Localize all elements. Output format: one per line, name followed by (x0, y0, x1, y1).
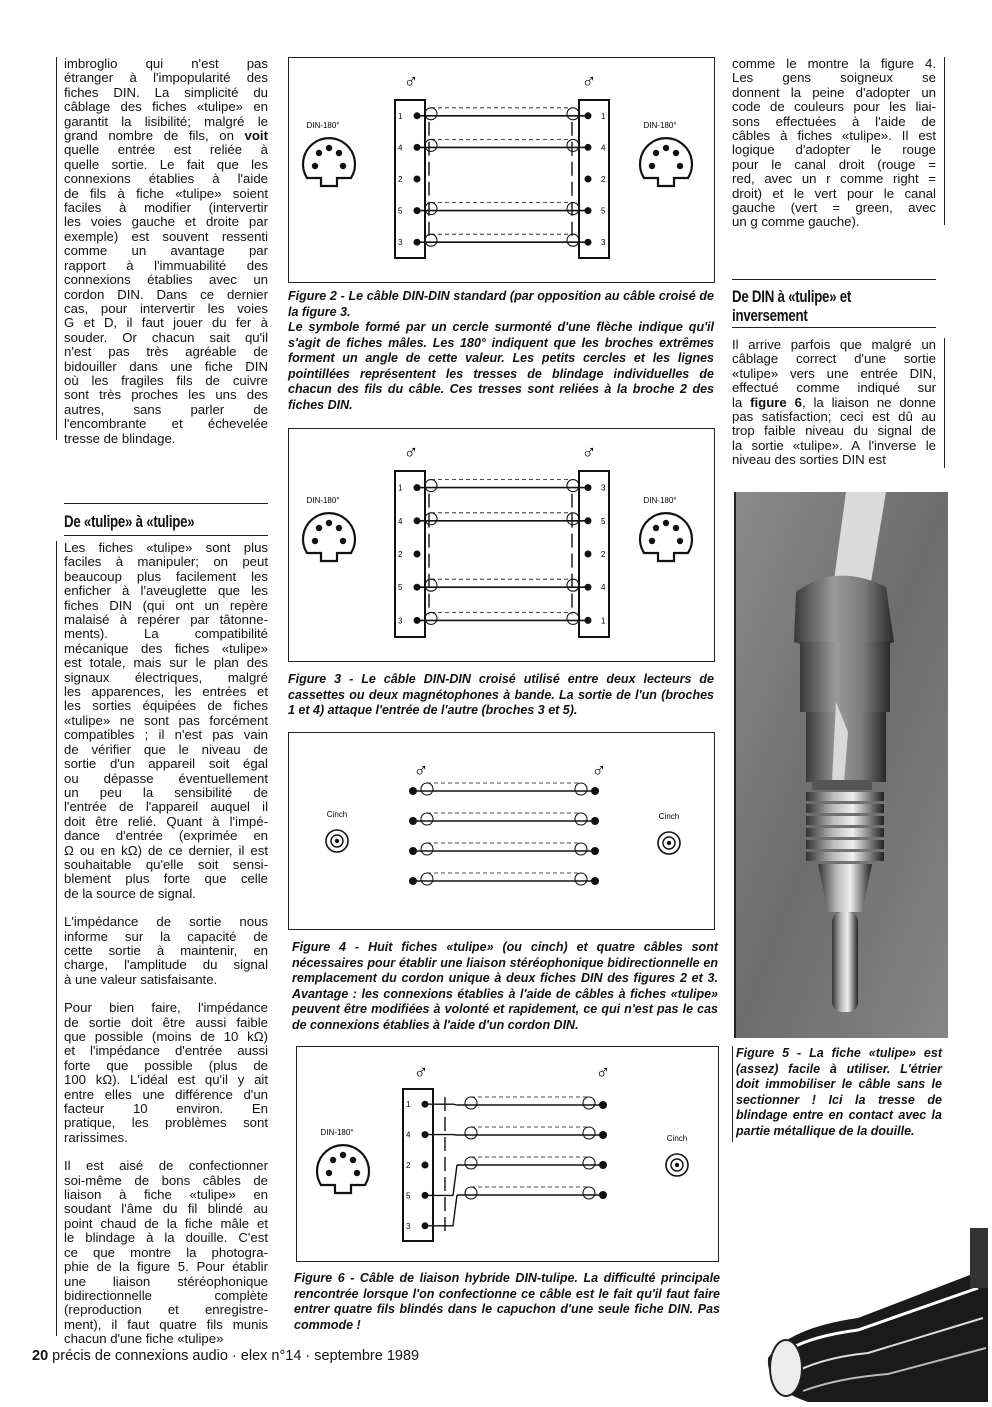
text-line: une liaison stéréophonique (64, 1275, 268, 1289)
shield-ring (567, 579, 579, 591)
shield-ring (425, 108, 437, 120)
male-symbol-left: ♂ (414, 1062, 429, 1084)
left-column-top (64, 57, 268, 446)
din-pin-dot (326, 145, 332, 151)
pin-number: 2 (406, 1161, 411, 1170)
heading-line-1: De DIN à «tulipe» et (732, 287, 851, 306)
pin-number: 4 (601, 583, 606, 592)
text-line: beaucoup plus facilement les (64, 570, 268, 584)
shield-ring (465, 1157, 477, 1169)
text-line: la sortie «tulipe». A l'inverse le (732, 439, 936, 453)
shield-ring (583, 1187, 595, 1199)
text-line: effectué comme indiqué sur (732, 381, 936, 395)
text-line: sortie d'un appareil soit égal (64, 757, 268, 771)
pin-number: 3 (601, 484, 606, 493)
shield-ring (567, 108, 579, 120)
pin-number: 1 (406, 1100, 411, 1109)
male-symbol-right: ♂ (592, 760, 607, 782)
cinch-socket-left-label: Cinch (327, 810, 347, 819)
text-line: «tulipe» ne sont pas forcément (64, 714, 268, 728)
text-line: garantit la lisibilité; malgré le (64, 115, 268, 129)
page-footer (32, 1348, 419, 1364)
right-column-top (732, 57, 936, 230)
text-line: de la source de signal. (64, 887, 268, 901)
figure6-caption: Figure 6 - Câble de liaison hybride DIN-tulipe. La difficulté principale rencontrée lorsque l'on confectionne ce câble est le fait qu'il faut faire entrer quatre fils blindés dans le capuchon d'une seule fiche DIN. Pas commode ! (294, 1271, 720, 1333)
shield-ring (425, 513, 437, 525)
pin-number: 4 (398, 143, 403, 152)
text-line: souder. Or chacun sait qu'il (64, 331, 268, 345)
text-line: niveau des sorties DIN est (732, 453, 936, 467)
shield-ring (583, 1157, 595, 1169)
paragraph (64, 915, 268, 987)
text-line: code de couleurs pour les liai- (732, 100, 936, 114)
text-line: compatibles ; il n'est pas vain (64, 728, 268, 742)
text-line: que possible (moins de 10 kΩ) (64, 1030, 268, 1044)
din-pin-dot (677, 163, 683, 169)
figure2-caption-2: Le symbole formé par un cercle surmonté d'une flèche indique qu'il s'agit de fiches mâles. Les 180° indiquent que les broches extrêmes forment un angle de cette valeur. Les petits cercles et les lignes pointillées représentent les tresses de blindage individuelles de chacun des fils du câble. Ces tresses sont reliées à la broche 2 des fiches DIN. (288, 320, 714, 413)
figure4-diagram (288, 732, 715, 930)
text-line: informe sur la capacité de (64, 930, 268, 944)
din-pin-dot (649, 163, 655, 169)
text-line: imbroglio qui n'est pas (64, 57, 268, 71)
din-pin-dot (326, 520, 332, 526)
text-line: facteur 10 environ. En (64, 1102, 268, 1116)
din-pin-dot (336, 525, 342, 531)
shield-ring (421, 783, 433, 795)
pin-number: 2 (398, 550, 403, 559)
text-line: les apparences, les entrées et (64, 685, 268, 699)
pin-to-cable-wire (425, 1195, 457, 1226)
text-line: «tulipe» vers une entrée DIN, (732, 367, 936, 381)
text-line: est totale, mais sur le plan des (64, 656, 268, 670)
text-line: comme un avantage par (64, 244, 268, 258)
shield-ring (421, 813, 433, 825)
din-pin-dot (653, 150, 659, 156)
text-line: malaisé à repérer par tâtonne- (64, 613, 268, 627)
shield-ring (567, 513, 579, 525)
heading-rule-bottom (64, 535, 268, 536)
pin-number: 1 (601, 616, 606, 625)
text-line: n'est pas très agréable de (64, 345, 268, 359)
text-line: câbles à fiches «tulipe». Il est (732, 129, 936, 143)
footer-text: précis de connexions audio · elex n°14 · septembre 1989 (52, 1348, 419, 1364)
figure5-caption: Figure 5 - La fiche «tulipe» est (assez) facile à utiliser. L'étrier doit immobiliser le câble sans le sectionner ! Ici la tresse de blindage entre en contact avec la partie métallique de la douille. (736, 1046, 942, 1139)
pin-number: 2 (601, 175, 606, 184)
pin-number: 2 (601, 550, 606, 559)
din-pin-dot (340, 538, 346, 544)
text-line: Les gens soigneux se (732, 71, 936, 85)
shield-ring (575, 843, 587, 855)
text-line: un g comme gauche). (732, 215, 936, 229)
text-line: souhaitable qu'elle soit sensi- (64, 858, 268, 872)
left-column-rule-2 (56, 541, 57, 1336)
pin-number: 4 (601, 143, 606, 152)
pin-dot (422, 1162, 429, 1169)
text-line: connexions établies à l'aide (64, 172, 268, 186)
shield-ring (583, 1097, 595, 1109)
heading2-rule (732, 279, 936, 280)
text-line: de vérifier que le niveau de (64, 743, 268, 757)
section-heading-tulipe: De «tulipe» à «tulipe» (64, 512, 194, 531)
text-line: red, avec un r comme right = (732, 172, 936, 186)
text-line: ment), il faut quatre fils munis (64, 1318, 268, 1332)
text-line: G et D, il faut jouer du fer à (64, 316, 268, 330)
text-line: étranger à l'impopularité des (64, 71, 268, 85)
din-pin-dot (312, 163, 318, 169)
figure2-diagram (288, 57, 715, 283)
shield-ring (465, 1187, 477, 1199)
text-line: enficher à l'aveuglette que les (64, 584, 268, 598)
pin-dot (585, 176, 592, 183)
pin-number: 1 (398, 484, 403, 493)
heading-rule (64, 503, 268, 504)
paragraph (64, 1159, 268, 1346)
din-socket-left-label: DIN-180° (321, 1128, 354, 1137)
shield-ring (567, 612, 579, 624)
pin-to-cable-wire (425, 1104, 457, 1105)
text-line: à une valeur satisfaisante. (64, 973, 268, 987)
left-column-body (64, 541, 268, 1361)
shield-ring (567, 480, 579, 492)
figure5-caption-rule (732, 1046, 733, 1142)
text-line: l'encombrante et échevelée (64, 417, 268, 431)
text-line: Il est aisé de confectionner (64, 1159, 268, 1173)
heading2-rule-bottom (732, 327, 936, 328)
text-line: donnent la peine d'adopter un (732, 86, 936, 100)
male-symbol-right: ♂ (582, 71, 597, 93)
figure3-diagram (288, 428, 715, 662)
text-line: soi-même de bons câbles de (64, 1174, 268, 1188)
figure5-photo (734, 492, 948, 1038)
text-line: chacun d'une fiche «tulipe» (64, 1332, 268, 1346)
text-line: exemple) est souvent ressenti (64, 230, 268, 244)
shield-ring (421, 843, 433, 855)
shield-ring (567, 139, 579, 151)
text-line: mécanique des fiches «tulipe» (64, 642, 268, 656)
text-line: ments). La compatibilité (64, 627, 268, 641)
din-pin-dot (653, 525, 659, 531)
text-line: Ω ou en kΩ) de ce dernier, il est (64, 844, 268, 858)
figure3-caption: Figure 3 - Le câble DIN-DIN croisé utilisé entre deux lecteurs de cassettes ou deux magnétophones à bande. La sortie de l'un (broches 1 et 4) attaque l'entrée de l'autre (broches 3 et 5). (288, 672, 714, 719)
text-line: l'entrée de l'appareil auquel il (64, 800, 268, 814)
pin-number: 1 (398, 112, 403, 121)
text-line: faciles à modifier (intervertir (64, 201, 268, 215)
shield-ring (465, 1097, 477, 1109)
text-line: où les fragiles fils de cuivre (64, 374, 268, 388)
text-line: pour le canal droit (rouge = (732, 158, 936, 172)
text-line: trop faible niveau du signal de (732, 424, 936, 438)
pin-number: 5 (398, 207, 403, 216)
din-pin-dot (663, 520, 669, 526)
din-pin-dot (316, 150, 322, 156)
shield-ring (425, 579, 437, 591)
text-line: pratique, les problèmes sont (64, 1116, 268, 1130)
text-line: forte que possible (plus de (64, 1059, 268, 1073)
male-symbol-right: ♂ (596, 1062, 611, 1084)
din-pin-dot (326, 1170, 332, 1176)
plug-photo (748, 1208, 988, 1402)
text-line: soudant l'âme du fil blindé au (64, 1202, 268, 1216)
shield-ring (425, 139, 437, 151)
pin-dot (585, 551, 592, 558)
figure6-diagram (296, 1046, 719, 1262)
text-line: cordon DIN. Dans ce dernier (64, 288, 268, 302)
male-symbol-left: ♂ (414, 760, 429, 782)
shield-ring (575, 813, 587, 825)
din-pin-dot (340, 1152, 346, 1158)
shield-ring (583, 1127, 595, 1139)
din-pin-dot (350, 1157, 356, 1163)
heading-line-2: inversement (732, 306, 851, 325)
shield-ring (465, 1127, 477, 1139)
pin-number: 1 (601, 112, 606, 121)
shield-ring (575, 783, 587, 795)
text-line: entre elles une différence d'un (64, 1088, 268, 1102)
din-socket-right-label: DIN-180° (644, 496, 677, 505)
text-line: ce que montre la photogra- (64, 1246, 268, 1260)
cinch-socket-right-label: Cinch (659, 812, 679, 821)
text-line: quelle sortie. Le fait que les (64, 158, 268, 172)
text-line: 100 kΩ). L'idéal est qu'il y ait (64, 1073, 268, 1087)
text-line: connexions établies avec un (64, 273, 268, 287)
text-line: et l'impédance d'entrée aussi (64, 1044, 268, 1058)
text-line: dance d'entrée (exprimée en (64, 829, 268, 843)
din-pin-dot (673, 525, 679, 531)
din-pin-dot (673, 150, 679, 156)
text-line: Les fiches «tulipe» sont plus (64, 541, 268, 555)
text-line: de sortie doit être aussi faible (64, 1016, 268, 1030)
din-pin-dot (649, 538, 655, 544)
pin-number: 4 (398, 517, 403, 526)
text-line: les voies gauche et droite par (64, 215, 268, 229)
figure2-caption-1: Figure 2 - Le câble DIN-DIN standard (par opposition au câble croisé de la figure 3. (288, 289, 714, 320)
text-line: ou dépasse éventuellement (64, 772, 268, 786)
text-line: autres, sans parler de (64, 403, 268, 417)
paragraph (64, 541, 268, 901)
text-line: de fils à fiche «tulipe» soient (64, 187, 268, 201)
text-line: (reproduction et enregistre- (64, 1303, 268, 1317)
text-line: quelle entrée est reliée à (64, 143, 268, 157)
text-line: les sorties équipées de fiches (64, 699, 268, 713)
text-line: comme le montre la figure 4. (732, 57, 936, 71)
male-symbol-right: ♂ (582, 442, 597, 464)
text-line: cette sortie à maintenir, en (64, 944, 268, 958)
pin-number: 4 (406, 1131, 411, 1140)
din-socket-right-label: DIN-180° (644, 121, 677, 130)
cinch-socket-right-center (675, 1163, 679, 1167)
right-column-body (732, 338, 936, 468)
pin-number: 3 (398, 616, 403, 625)
text-line: blement plus forte que celle (64, 872, 268, 886)
text-line: liaison à fiche «tulipe» en (64, 1188, 268, 1202)
text-line: le blindage à la douille. C'est (64, 1231, 268, 1245)
din-socket-left-label: DIN-180° (307, 121, 340, 130)
cinch-socket-right-center (667, 841, 671, 845)
text-line: faciles à manipuler; on peut (64, 555, 268, 569)
pin-dot (414, 551, 421, 558)
paragraph (64, 1001, 268, 1145)
text-line: cas, pour intervertir les voies (64, 302, 268, 316)
male-symbol-left: ♂ (404, 71, 419, 93)
text-line: point chaud de la fiche mâle et (64, 1217, 268, 1231)
section-heading-din-tulipe (732, 287, 851, 325)
pin-number: 5 (398, 583, 403, 592)
shield-ring (425, 612, 437, 624)
text-line: rarissimes. (64, 1131, 268, 1145)
text-line: grand nombre de fils, on voit (64, 129, 268, 143)
pin-number: 5 (601, 517, 606, 526)
din-pin-dot (330, 1157, 336, 1163)
text-line: rapport à l'immuabilité des (64, 259, 268, 273)
pin-dot (414, 176, 421, 183)
din-pin-dot (316, 525, 322, 531)
text-line: câblage correct d'une sortie (732, 352, 936, 366)
shield-ring (575, 873, 587, 885)
text-line: droit) et le vert pour le canal (732, 187, 936, 201)
text-line: bidirectionnelle complète (64, 1289, 268, 1303)
text-line: sons effectuées à l'aide de (732, 115, 936, 129)
right-column-rule-2 (944, 338, 945, 468)
text-line: Pour bien faire, l'impédance (64, 1001, 268, 1015)
shield-ring (421, 873, 433, 885)
din-pin-dot (336, 150, 342, 156)
pin-number: 5 (601, 207, 606, 216)
pin-number: 3 (398, 238, 403, 247)
pin-number: 3 (601, 238, 606, 247)
text-line: logique d'adopter le rouge (732, 143, 936, 157)
shield-ring (425, 203, 437, 215)
right-column-rule (944, 57, 945, 225)
din-pin-dot (677, 538, 683, 544)
text-line: sont très proches les uns des (64, 388, 268, 402)
text-line: fiches DIN. La simplicité du (64, 86, 268, 100)
text-line: L'impédance de sortie nous (64, 915, 268, 929)
text-line: phie de la figure 5. Pour établir (64, 1260, 268, 1274)
page-number: 20 (32, 1348, 48, 1364)
figure4-caption: Figure 4 - Huit fiches «tulipe» (ou cinch) et quatre câbles sont nécessaires pour établir une liaison stéréophonique bidirectionnelle en remplacement du cordon unique à deux fiches DIN des figures 2 et 3. Avantage : les connexions établies à l'aide de câbles à fiches «tulipe» peuvent être modifiées à volonté et rapidement, ce qui n'est pas le cas de connexions établies à l'aide d'un cordon DIN. (292, 940, 718, 1033)
shield-ring (425, 480, 437, 492)
text-line: charge, l'amplitude du signal (64, 958, 268, 972)
din-socket-left-label: DIN-180° (307, 496, 340, 505)
text-line: bidouiller dans une fiche DIN (64, 360, 268, 374)
text-line: gauche (vert = green, avec (732, 201, 936, 215)
text-line: Il arrive parfois que malgré un (732, 338, 936, 352)
shield-ring (567, 234, 579, 246)
pin-to-cable-wire (425, 1165, 457, 1195)
text-line: signaux électriques, malgré (64, 671, 268, 685)
pin-number: 3 (406, 1222, 411, 1231)
din-pin-dot (340, 163, 346, 169)
text-line: fiches DIN (qui ont un repère (64, 599, 268, 613)
din-pin-dot (354, 1170, 360, 1176)
din-pin-dot (663, 145, 669, 151)
shield-ring (425, 234, 437, 246)
text-line: doit être relié. Quant à l'impé- (64, 815, 268, 829)
cinch-socket-left-center (335, 839, 339, 843)
text-line: un peu la sensibilité de (64, 786, 268, 800)
din-pin-dot (312, 538, 318, 544)
left-column-rule (56, 57, 57, 440)
text-line: la figure 6, la liaison ne donne (732, 396, 936, 410)
pin-number: 2 (398, 175, 403, 184)
male-symbol-left: ♂ (404, 442, 419, 464)
pin-number: 5 (406, 1191, 411, 1200)
text-line: tresse de blindage. (64, 432, 268, 446)
text-line: câblage des fiches «tulipe» en (64, 100, 268, 114)
shield-ring (567, 203, 579, 215)
cinch-socket-right-label: Cinch (667, 1134, 687, 1143)
text-line: pas satisfaction; ceci est dû au (732, 410, 936, 424)
